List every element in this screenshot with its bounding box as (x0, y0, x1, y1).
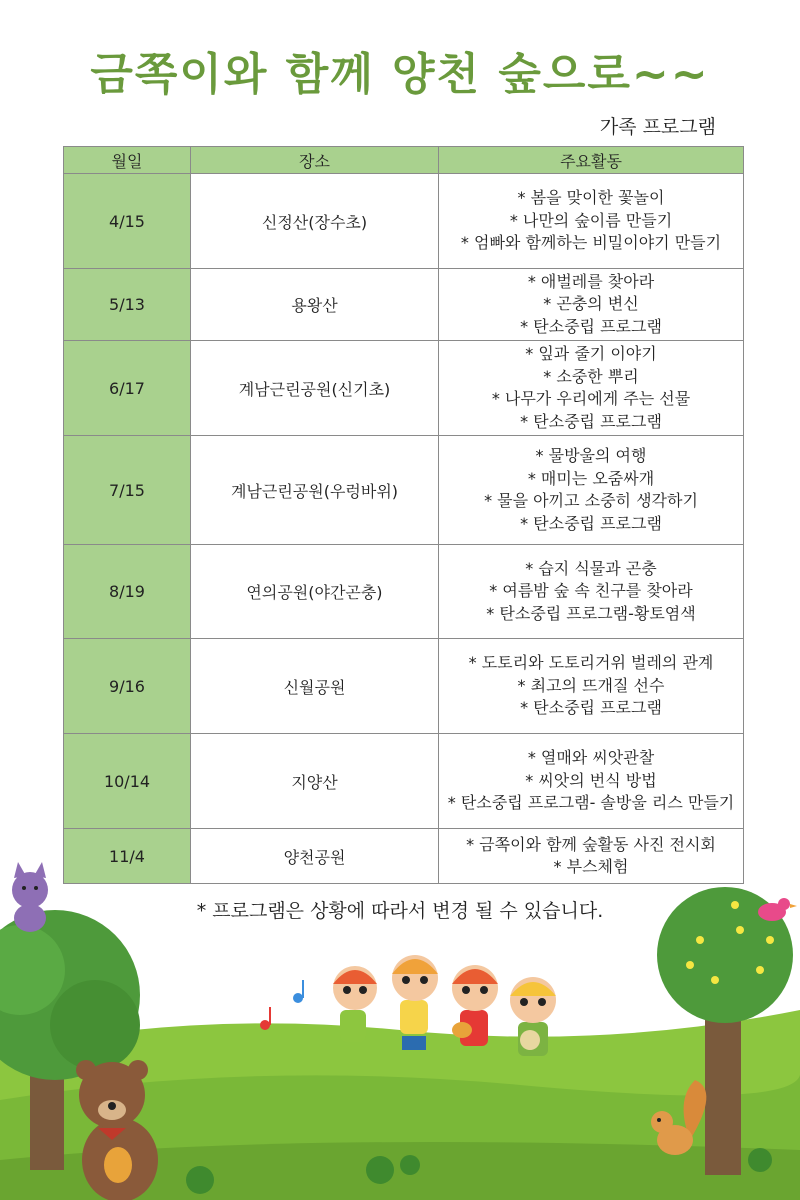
row-activities (439, 269, 744, 341)
page-title: 금쪽이와 함께 양천 숲으로~~ (90, 49, 710, 100)
activity-item: * 최고의 뜨개질 선수 (517, 675, 665, 695)
table-row (64, 269, 744, 341)
table-row (64, 545, 744, 639)
activity-item: * 소중한 뿌리 (543, 366, 639, 386)
activity-item: * 금쪽이와 함께 숲활동 사진 전시회 (466, 834, 716, 854)
activity-item: * 씨앗의 번식 방법 (525, 770, 657, 790)
row-place: 지양산 (191, 734, 439, 829)
row-place: 계남근린공원(신기초) (191, 341, 439, 436)
activity-item: * 탄소중립 프로그램- 솔방울 리스 만들기 (447, 793, 735, 813)
table-row (64, 436, 744, 545)
activity-item: * 잎과 줄기 이야기 (525, 344, 657, 363)
activity-item: * 엄빠와 함께하는 비밀이야기 만들기 (460, 233, 722, 253)
row-date: 8/19 (64, 545, 191, 639)
activity-item: * 부스체험 (553, 857, 629, 876)
schedule-table (63, 146, 744, 884)
row-activities (439, 436, 744, 545)
row-date: 4/15 (64, 174, 191, 269)
activity-item: * 여름밤 숲 속 친구를 찾아라 (489, 581, 693, 601)
activity-item: * 탄소중립 프로그램 (520, 316, 662, 336)
row-place: 용왕산 (191, 269, 439, 341)
row-place: 계남근린공원(우렁바위) (191, 436, 439, 545)
activity-item: * 열매와 씨앗관찰 (527, 748, 655, 768)
activity-item: * 습지 식물과 곤충 (525, 558, 657, 578)
activity-item: * 봄을 맞이한 꽃놀이 (517, 188, 665, 208)
activity-item: * 물을 아끼고 소중히 생각하기 (484, 491, 698, 510)
activity-item: * 나무가 우리에게 주는 선물 (491, 389, 691, 408)
row-activities (439, 734, 744, 829)
activity-item: * 매미는 오줌싸개 (527, 468, 655, 488)
row-date: 10/14 (64, 734, 191, 829)
activity-item: * 도토리와 도토리거위 벌레의 관계 (468, 653, 714, 673)
row-date: 6/17 (64, 341, 191, 436)
header-activities: 주요활동 (439, 147, 744, 174)
table-row (64, 639, 744, 734)
notice-text: * 프로그램은 상황에 따라서 변경 될 수 있습니다. (196, 900, 604, 922)
row-date: 5/13 (64, 269, 191, 341)
activity-item: * 탄소중립 프로그램 (520, 411, 662, 431)
row-date: 7/15 (64, 436, 191, 545)
row-date: 9/16 (64, 639, 191, 734)
page-subtitle: 가족 프로그램 (599, 116, 716, 138)
row-place: 신월공원 (191, 639, 439, 734)
activity-item: * 탄소중립 프로그램 (520, 698, 662, 718)
activity-item: * 나만의 숲이름 만들기 (509, 210, 673, 230)
activity-item: * 곤충의 변신 (543, 294, 639, 314)
row-place: 양천공원 (191, 829, 439, 884)
row-activities (439, 341, 744, 436)
activity-item: * 물방울의 여행 (535, 446, 647, 465)
table-row (64, 341, 744, 436)
row-place: 연의공원(야간곤충) (191, 545, 439, 639)
table-row (64, 174, 744, 269)
activity-item: * 탄소중립 프로그램 (520, 513, 662, 533)
music-note-icon (260, 980, 304, 1030)
row-date: 11/4 (64, 829, 191, 884)
table-header-row (64, 147, 744, 174)
header-place: 장소 (191, 147, 439, 174)
table-row (64, 734, 744, 829)
row-place: 신정산(장수초) (191, 174, 439, 269)
row-activities (439, 545, 744, 639)
row-activities (439, 639, 744, 734)
activity-item: * 탄소중립 프로그램-황토염색 (486, 603, 696, 623)
activity-item: * 애벌레를 찾아라 (527, 271, 655, 291)
header-date: 월일 (64, 147, 191, 174)
row-activities (439, 174, 744, 269)
